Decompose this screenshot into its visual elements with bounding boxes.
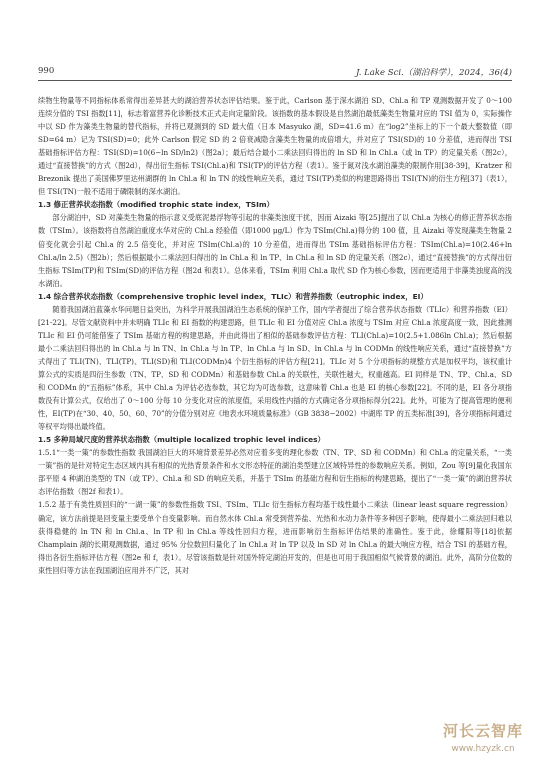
header-rule — [38, 80, 512, 81]
paragraph-tsim: 部分湖泊中，SD 对藻类生物量的指示意义受底泥悬浮物等引起的非藻类浊度干扰，因而 Aizaki 等[25]提出了以 Chl.a 为核心的修正营养状态指数（TSIm）。该指数将自然湖泊重度水华对应的 Chl.a 经验值（即1000 μg/L）作为 TSIm(Chl.a)得分的 100 值，且 Aizaki 等发现藻类生物量 2 倍变化就会引起 Chl.a 的 2.5 倍变化，并对应 TSIm(Chl.a)的 10 分差值，进而得出 TSIm 基础指标评估方程：TSIm(Chl.a)=10(2.46+ln Chl.a/ln 2.5)（图2b）；然后根据最小二乘法回归得出的 ln Chl.a 和 ln TP、ln Chl.a 和 ln SD 的定量关系（图2c），通过“直接替换”的方式得出衍生指标 TSIm(TP)和 TSIm(SD)的评估方程（图2d 和表1）。总体来看，TSIm 利用 Chl.a 取代 SD 作为核心参数，因而更适用于非藻类浊度高的浅水湖泊。 — [38, 213, 512, 288]
paragraph-1-5-2: 1.5.2 基于有类性质回归的“一湖一策”的参数性指数 TSI、TSIm、TLIc 衍生指标方程均基于线性最小二乘法（linear least square regression）确定，该方法前提是回变量主要受单个自变量影响。而自然水体 Chl.a 常受到营养盐、光热和水动力条件等多种因子影响，使得最小二乘法回归难以获得稳健的 ln TN 和 ln Chl.a、ln TP 和 ln Chl.a 等线性回归方程，进而影响衍生指标评估结果的准确性。鉴于此，徐耀阳等[18]依据 Champlain 湖的长期观测数据，通过 95% 分位数回归量化了 ln Chl.a 对 ln TP 以及 ln SD 对 ln Chl.a 的最大响应方程，结合 TSI 的基础方程，得出各衍生指标评估方程（图2e 和 f，表1）。尽管该指数是针对国外特定湖泊开发的，但是也可用于我国相似气候背景的湖泊。此外，高阶分位数的束性回归等方法在我国湖泊应用并不广泛，其对 — [38, 500, 512, 575]
heading-1-5: 1.5 多种局域尺度的营养状态指数（multiple localized trophic level indices） — [38, 435, 325, 445]
watermark-url: www.hzyzk.cn — [451, 744, 515, 754]
heading-1-4: 1.4 综合营养状态指数（comprehensive trophic level index，TLIc）和营养指数（eutrophic index，EI） — [38, 291, 428, 301]
heading-1-3: 1.3 修正营养状态指数（modified trophic state index，TSIm） — [38, 200, 274, 210]
page-number: 990 — [38, 66, 55, 76]
watermark-name: 河长云智库 — [442, 722, 523, 740]
paragraph-1-5-1: 1.5.1“一类一策”的参数性指数 我国湖泊巨大的环境背景差异必然对应着多变的理化参数（TN、TP、SD 和 CODMn）和 Chl.a 的定量关系，“一类一策”指的是针对特定生态区域内具有相似的光热背景条件和水文形态特征的湖泊类型建立区域特异性的参数响应关系。例如，Zou 等[9]量化我国东部平原 4 种湖泊类型的 TN（或 TP）、Chl.a 和 SD 的响应关系，并基于 TSIm 的基础方程和衍生指标的构建思路，提出了“一类一策”的湖泊营养状态评估指数（图2f 和表1）。 — [38, 448, 512, 497]
paragraph-tlic-ei: 随着我国湖泊蓝藻水华问题日益突出，为科学开展我国湖泊生态系统的保护工作，国内学者提出了综合营养状态指数（TLIc）和营养指数（EI）[21-22]。尽管文献资料中并未明确 TLIc 和 EI 指数的构建思路，但 TLIc 和 EI 分值对应 Chl.a 浓度与 TSIm 对应 Chl.a 浓度高度一致，因此推测 TLIc 和 EI 仍可能借鉴了 TSIm 基础方程的构建思路，并由此得出了相似的基础参数评估方程：TLI(Chl.a)=10(2.5+1.086ln Chl.a)；然后根据最小二乘法回归得出的 ln Chl.a 与 ln TN、ln Chl.a 与 ln TP、ln Chl.a 与 ln SD、ln Chl.a 与 ln CODMn 的线性响应关系，通过“直接替换”方式得出了 TLI(TN)、TLI(TP)、TLI(SD)和 TLI(CODMn)4 个衍生指标的评估方程[21]。TLIc 对 5 个分项指标的规整方式是加权平均，该权重计算公式的实质是四衍生参数（TN、TP、SD 和 CODMn）和基础参数 Chl.a 的关联性，关联性越大，权重越高。EI 同样是 TN、TP、Chl.a、SD 和 CODMn 的“五指标”体系，其中 Chl.a 为评估必选参数，其它均为可选参数，这意味着 Chl.a 也是 EI 的核心参数[22]。不同的是，EI 各分项指数没有计算公式，仅给出了 0～100 分每 10 分变化对应的浓度值，采用线性内插的方式确定各分项指标得分[22]。此外，可能为了提高管理的便利性，EI(TP)在“30、40、50、60、70”的分值分别对应《地表水环境质量标准》（GB 3838−2002）中湖库 TP 的五类标准[39]，各分项指标间通过等权平均得出最终值。 — [38, 304, 512, 432]
article-body — [38, 94, 512, 724]
page-header — [38, 66, 512, 80]
journal-citation: J. Lake Sci.（湖泊科学），2024，36(4) — [356, 68, 512, 78]
watermark-logo — [424, 720, 542, 764]
paragraph-tsi: 续物生物量等不同指标体系常得出差异甚大的湖泊营养状态评估结果。鉴于此，Carlson 基于深水湖泊 SD、Chl.a 和 TP 观测数据开发了 0～100 连续分值的 TSI 指数[11]，标志着富营养化诊断技术正式走向定量阶段。该指数的基本假设是自然湖泊最低藻类生物量对应的 TSI 值为 0，实际操作中以 SD 作为藻类生物量的替代指标，并将已观测到的 SD 最大值（日本 Masyuko 湖，SD=41.6 m）在“log2”坐标上的下一个最大整数值（即SD=64 m）记为 TSI(SD)=0；此外 Carlson 假定 SD 的 2 倍衰减隐含藻类生物量的成倍增大，并对应了 TSI(SD)的 10 分差值，进而得出 TSI 基础指标评估方程：TSI(SD)=10(6−ln SD/ln2)（图2a）；最后结合最小二乘法回归得出的 ln SD 和 ln Chl.a（或 ln TP）的定量关系（图2c），通过“直接替换”的方式（图2d），得出衍生指标 TSI(Chl.a)和 TSI(TP)的评估方程（表1）。鉴于氮对浅水湖泊藻类的限制作用[38-39]，Kratzer 和 Brezonik 提出了美国佛罗里达州湖群的 ln Chl.a 和 ln TN 的线性响应关系，通过 TSI(TP)类似的构建思路得出 TSI(TN)的衍生方程[37]（表1），但 TSI(TN)一般不适用于磷限制的深水湖泊。 — [38, 96, 512, 197]
